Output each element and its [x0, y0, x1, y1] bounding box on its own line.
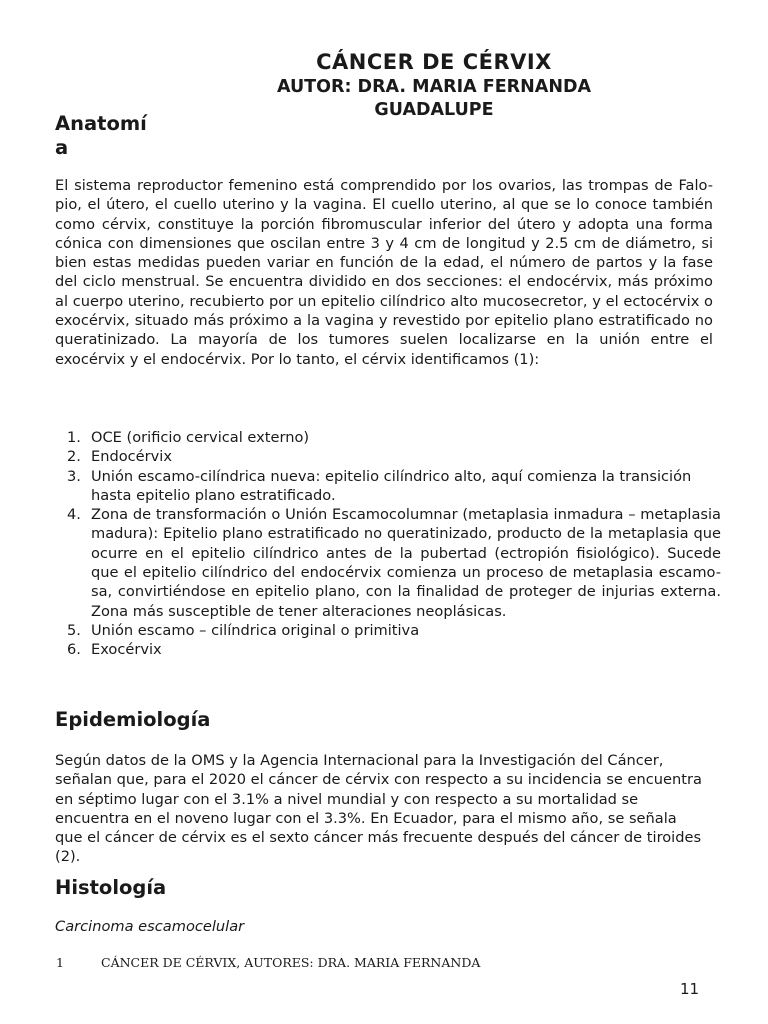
footnote-text: CÁNCER DE CÉRVIX, AUTORES: DRA. MARIA FERNANDA [101, 955, 481, 970]
epidemiology-paragraph: Según datos de la OMS y la Agencia Internacional para la Investigación del Cáncer, señalan que, para el 2020 el cáncer de cérvix con respecto a su incidencia se encuentra en séptimo lugar con el 3.1% a nivel mundial y con respecto a su mortalidad se encuentra en el noveno lugar con el 3.3%. En Ecuador, para el mismo año, se señala que el cáncer de cérvix es el sexto cáncer más frecuente después del cáncer de tiroides (2). [55, 752, 702, 866]
list-number: 6. [67, 641, 81, 659]
list-number: 2. [67, 448, 81, 466]
document-title: CÁNCER DE CÉRVIX [316, 50, 552, 74]
list-item [55, 467, 721, 506]
anatomy-heading: Anatomía [55, 112, 147, 159]
author-line: AUTOR: DRA. MARIA FERNANDA [276, 77, 592, 97]
list-item [55, 447, 721, 466]
epidemiology-heading: Epidemiología [55, 708, 211, 731]
title-block [55, 48, 713, 122]
list-number: 3. [67, 467, 81, 485]
list-number: 1. [67, 429, 81, 446]
anatomy-paragraph: El sistema reproductor femenino está comprendido por los ovarios, las trompas de Falo- pio, el útero, el cuello uterino y la vagina. El cuello uterino, al que se lo conoce también como cérvix, constituye la porción fibromuscular inferior del útero y adopta una forma cónica con dimensiones que oscilan entre 3 y 4 cm de longitud y 2.5 cm de diámetro, si bien estas medidas pueden variar en función de la edad, el número de partos y la fase del ciclo menstrual. Se encuentra dividido en dos secciones: el endocérvix, más próximo al cuerpo uterino, recubierto por un epitelio cilíndrico alto mucosecretor, y el ectocérvix o exocérvix, situado más próximo a la vagina y revestido por epitelio plano estratificado no queratinizado. La mayoría de los tumores suelen localizarse en la unión entre el exocérvix y el endocérvix. Por lo tanto, el cérvix identificamos (1): [55, 177, 713, 368]
histology-subheading: Carcinoma escamocelular [55, 918, 245, 935]
page-number: 11 [680, 980, 700, 998]
footnote [56, 955, 656, 973]
list-item-text: Unión escamo-cilíndrica nueva: epitelio cilíndrico alto, aquí comienza la transición [91, 467, 692, 485]
list-item-text: Zona de transformación o Unión Escamocolumnar (metaplasia inmadura – metaplasia madura): Epitelio plano estratificado no queratinizado, producto de la metaplasia que ocurre en el epitelio cilíndrico antes de la pubertad (ectropión fisiológico). Sucede que el epitelio cilíndrico del endocérvix comienza un proceso de metaplasia escamo- sa, convirtiéndose en epitelio plano, con la finalidad de proteger de injurias externa. Zona más susceptible de tener alteraciones neoplásicas. [91, 506, 721, 620]
list-item [55, 640, 721, 659]
document-page [55, 48, 721, 935]
list-item-text: Exocérvix [91, 641, 162, 659]
list-item-text: Endocérvix [91, 448, 172, 466]
author-line-continued: GUADALUPE [374, 100, 494, 120]
footnote-mark: 1 [56, 955, 64, 970]
list-number: 5. [67, 621, 81, 639]
list-item [55, 505, 721, 621]
histology-heading: Histología [55, 876, 167, 899]
list-item-text: OCE (orificio cervical externo) [91, 429, 310, 446]
list-item-text: Unión escamo – cilíndrica original o primitiva [91, 621, 420, 639]
list-item [55, 621, 721, 640]
list-item-text-continued: hasta epitelio plano estratificado. [91, 486, 336, 504]
list-number: 4. [67, 506, 81, 524]
list-item [55, 428, 721, 447]
cervix-parts-list [55, 428, 721, 660]
